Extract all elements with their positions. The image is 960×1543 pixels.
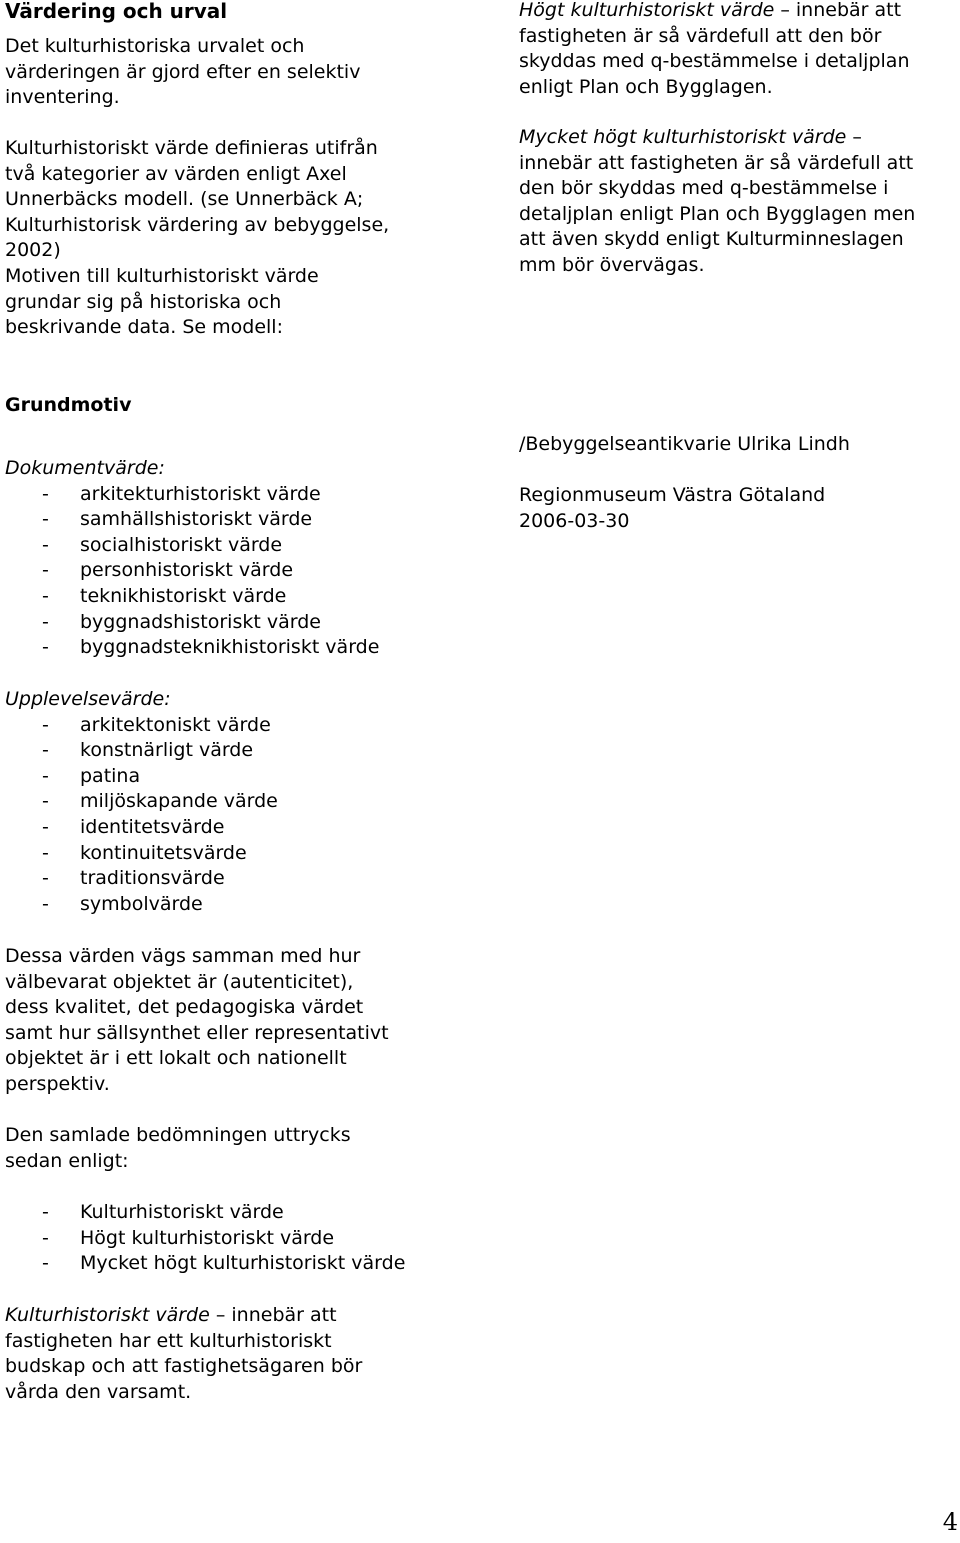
definition-line: två kategorier av värden enligt Axel <box>5 162 347 185</box>
definition-line: Kulturhistorisk värdering av bebyggelse, <box>5 213 390 236</box>
list-item: - arkitektoniskt värde <box>5 713 278 739</box>
list-item: - arkitekturhistoriskt värde <box>5 482 379 508</box>
list-item: - symbolvärde <box>5 892 278 918</box>
kulturhistoriskt-varde-paragraph <box>5 1303 362 1405</box>
weighing-paragraph <box>5 944 389 1098</box>
hogt-varde-line: enligt Plan och Bygglagen. <box>519 75 773 98</box>
list-item: - patina <box>5 764 278 790</box>
list-item: - byggnadsteknikhistoriskt värde <box>5 635 379 661</box>
mycket-hogt-varde-term: Mycket högt kulturhistoriskt värde <box>519 126 847 148</box>
categories-section <box>5 1200 405 1277</box>
signature-organization: Regionmuseum Västra Götaland <box>519 484 826 506</box>
kulturhistoriskt-varde-rest: – innebär att <box>209 1304 337 1326</box>
definition-line: Motiven till kulturhistoriskt värde <box>5 264 319 287</box>
intro-line: Det kulturhistoriska urvalet och <box>5 35 305 57</box>
kulturhistoriskt-varde-term: Kulturhistoriskt värde <box>5 1304 210 1326</box>
weighing-line: Dessa värden vägs samman med hur <box>5 945 361 967</box>
hogt-varde-rest: – innebär att <box>774 0 902 21</box>
weighing-line: välbevarat objektet är (autenticitet), <box>5 970 354 993</box>
hogt-varde-paragraph <box>519 0 909 100</box>
kulturhistoriskt-varde-line: budskap och att fastighetsägaren bör <box>5 1355 363 1378</box>
list-item: - teknikhistoriskt värde <box>5 584 379 610</box>
list-item: - socialhistoriskt värde <box>5 533 379 559</box>
list-item: - samhällshistoriskt värde <box>5 507 379 533</box>
mycket-hogt-varde-paragraph <box>519 125 915 279</box>
list-item: - Mycket högt kulturhistoriskt värde <box>5 1251 405 1277</box>
upplevelsevarde-heading: Upplevelsevärde: <box>5 688 171 710</box>
definition-line: beskrivande data. Se modell: <box>5 316 283 339</box>
list-item: - miljöskapande värde <box>5 789 278 815</box>
list-item: - kontinuitetsvärde <box>5 841 278 867</box>
signature-author: /Bebyggelseantikvarie Ulrika Lindh <box>519 433 850 455</box>
weighing-line: perspektiv. <box>5 1072 110 1095</box>
upplevelsevarde-section <box>5 687 278 917</box>
mycket-hogt-varde-line: mm bör övervägas. <box>519 253 705 276</box>
signature-date: 2006-03-30 <box>519 509 630 532</box>
list-item: - traditionsvärde <box>5 866 278 892</box>
hogt-varde-first-line <box>519 0 909 24</box>
weighing-line: objektet är i ett lokalt och nationellt <box>5 1047 347 1070</box>
hogt-varde-line: skyddas med q-bestämmelse i detaljplan <box>519 50 910 73</box>
page-heading: Värdering och urval <box>5 0 228 23</box>
mycket-hogt-varde-first-line <box>519 125 915 151</box>
page-number: 4 <box>942 1508 958 1536</box>
intro-line: värderingen är gjord efter en selektiv <box>5 60 361 83</box>
hogt-varde-line: fastigheten är så värdefull att den bör <box>519 24 882 47</box>
mycket-hogt-varde-line: detaljplan enligt Plan och Bygglagen men <box>519 202 916 225</box>
dokumentvarde-list <box>5 482 379 661</box>
mycket-hogt-varde-line: den bör skyddas med q-bestämmelse i <box>519 177 889 200</box>
categories-list <box>5 1200 405 1277</box>
summary-paragraph <box>5 1123 351 1174</box>
hogt-varde-term: Högt kulturhistoriskt värde <box>519 0 775 21</box>
list-item: - Högt kulturhistoriskt värde <box>5 1226 405 1252</box>
intro-line: inventering. <box>5 86 120 109</box>
weighing-line: samt hur sällsynthet eller representativt <box>5 1021 389 1044</box>
dokumentvarde-section <box>5 456 379 661</box>
mycket-hogt-varde-line: innebär att fastigheten är så värdefull att <box>519 151 914 174</box>
weighing-line: dess kvalitet, det pedagogiska värdet <box>5 996 364 1019</box>
list-item: - byggnadshistoriskt värde <box>5 610 379 636</box>
definition-line: grundar sig på historiska och <box>5 290 282 313</box>
list-item: - identitetsvärde <box>5 815 278 841</box>
summary-line: sedan enligt: <box>5 1149 129 1172</box>
grundmotiv-heading: Grundmotiv <box>5 394 132 416</box>
summary-line: Den samlade bedömningen uttrycks <box>5 1124 351 1146</box>
definition-paragraph <box>5 136 389 341</box>
definition-line: Kulturhistoriskt värde definieras utifrån <box>5 137 378 159</box>
list-item: - Kulturhistoriskt värde <box>5 1200 405 1226</box>
kulturhistoriskt-varde-line: vårda den varsamt. <box>5 1380 192 1403</box>
kulturhistoriskt-varde-line: fastigheten har ett kulturhistoriskt <box>5 1329 332 1352</box>
intro-paragraph <box>5 34 360 111</box>
kulturhistoriskt-varde-first-line <box>5 1303 362 1329</box>
definition-line: Unnerbäcks modell. (se Unnerbäck A; <box>5 188 364 211</box>
mycket-hogt-varde-rest: – <box>846 126 862 148</box>
list-item: - personhistoriskt värde <box>5 558 379 584</box>
upplevelsevarde-list <box>5 713 278 918</box>
list-item: - konstnärligt värde <box>5 738 278 764</box>
mycket-hogt-varde-line: att även skydd enligt Kulturminneslagen <box>519 228 904 251</box>
dokumentvarde-heading: Dokumentvärde: <box>5 457 165 479</box>
signature-block <box>519 483 825 534</box>
definition-line: 2002) <box>5 239 61 262</box>
